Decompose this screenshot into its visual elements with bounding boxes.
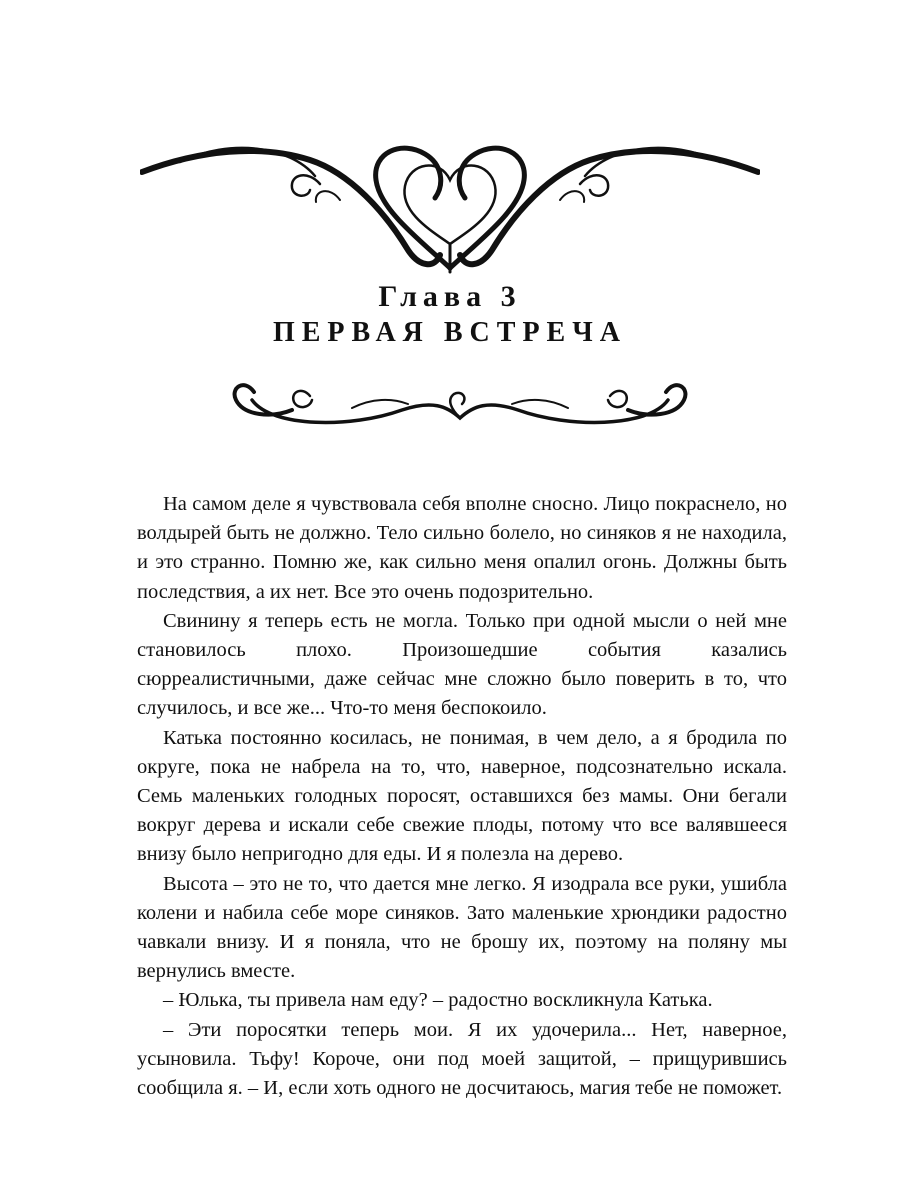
paragraph: – Юлька, ты привела нам еду? – радостно воскликнула Катька. — [163, 989, 713, 1012]
paragraph: Высота – это не то, что дается мне легко. Я изодрала все руки, ушибла колени и набила себе море синяков. Зато маленькие хрюндики радостно чавкали внизу. И я поняла, что не брошу их, поэтому на поляну мы вернулись вместе. — [137, 872, 787, 983]
scroll-flourish-ornament — [232, 370, 688, 430]
heart-flourish-ornament — [140, 140, 760, 275]
paragraph: На самом деле я чувствовала себя вполне сносно. Лицо покраснело, но волдырей быть не должно. Тело сильно болело, но синяков я не находила, и это странно. Помню же, как сильно меня опалил огонь. Должны быть последствия, а их нет. Все это очень подозрительно. — [137, 493, 787, 603]
paragraph: Свинину я теперь есть не могла. Только при одной мысли о ней мне становилось плохо. Произошедшие события казались сюрреалистичными, даже сейчас мне сложно было поверить в то, что случилось, и все же... Что-то меня беспокоило. — [137, 609, 787, 720]
chapter-body — [137, 490, 787, 1103]
chapter-title-heading: ПЕРВАЯ ВСТРЕЧА — [272, 317, 628, 348]
paragraph: – Эти поросятки теперь мои. Я их удочерила... Нет, наверное, усыновила. Тьфу! Короче, они под моей защитой, – прищурившись сообщила я. – И, если хоть одного не досчитаюсь, магия тебе не поможет. — [137, 1018, 787, 1100]
paragraph: Катька постоянно косилась, не понимая, в чем дело, а я бродила по округе, пока не набрела на то, что, наверное, подсознательно искала. Семь маленьких голодных поросят, оставшихся без мамы. Они бегали вокруг дерева и искали себе свежие плоды, потому что все валявшееся внизу было непригодно для еды. И я полезла на дерево. — [137, 726, 787, 866]
chapter-number-heading: Глава 3 — [378, 280, 522, 313]
